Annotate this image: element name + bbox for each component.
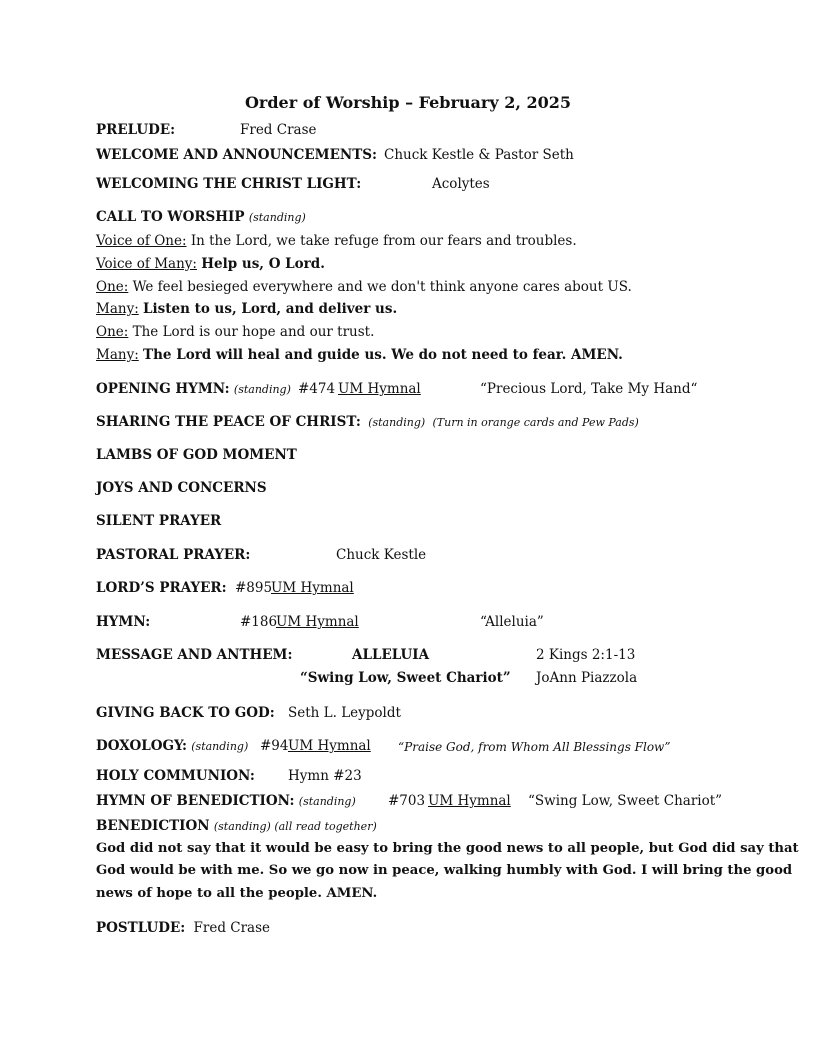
benediction-note: (standing) (all read together) <box>213 820 377 833</box>
call-line <box>96 233 577 249</box>
postlude-value: Fred Crase <box>193 920 271 936</box>
hymn-label: HYMN: <box>96 614 151 630</box>
lords-prayer-book: UM Hymnal <box>271 580 354 596</box>
pastoral-value: Chuck Kestle <box>336 547 427 563</box>
call-speaker: Voice of One: <box>96 233 187 249</box>
pastoral-label: PASTORAL PRAYER: <box>96 547 251 563</box>
hymn-book: UM Hymnal <box>276 614 359 630</box>
message-label: MESSAGE AND ANTHEM: <box>96 647 293 663</box>
doxology-book: UM Hymnal <box>288 738 371 754</box>
opening-hymn-number: #474 <box>298 381 336 397</box>
peace-heading <box>96 414 639 430</box>
doxology-song: “Praise God, from Whom All Blessings Flow” <box>398 740 671 754</box>
anthem-performer: JoAnn Piazzola <box>536 670 638 686</box>
benediction-text-line: God would be with me. So we go now in peace, walking humbly with God. I will bring the good <box>96 863 793 878</box>
hymn-song: “Alleluia” <box>480 614 544 630</box>
benediction-text-line: God did not say that it would be easy to bring the good news to all people, but God did say that <box>96 841 799 856</box>
call-speaker: Voice of Many: <box>96 256 197 272</box>
doxology-number: #94 <box>260 738 289 754</box>
lambs-label: LAMBS OF GOD MOMENT <box>96 447 297 463</box>
opening-hymn-label: OPENING HYMN: <box>96 381 230 397</box>
call-speaker: One: <box>96 324 129 340</box>
communion-value: Hymn #23 <box>288 768 362 784</box>
welcome-label: WELCOME AND ANNOUNCEMENTS: <box>96 147 378 163</box>
scripture: 2 Kings 2:1-13 <box>536 647 636 663</box>
peace-label: SHARING THE PEACE OF CHRIST: <box>96 414 361 430</box>
prelude-label: PRELUDE: <box>96 122 176 138</box>
benediction-hymn-note: (standing) <box>298 795 356 808</box>
benediction-hymn-number: #703 <box>388 793 426 809</box>
call-text: Help us, O Lord. <box>201 256 325 272</box>
opening-hymn-heading <box>96 381 291 397</box>
giving-label: GIVING BACK TO GOD: <box>96 705 275 721</box>
lords-prayer-label: LORD’S PRAYER: <box>96 580 227 596</box>
call-speaker: Many: <box>96 347 139 363</box>
benediction-hymn-label: HYMN OF BENEDICTION: <box>96 793 295 809</box>
opening-hymn-note: (standing) <box>233 383 291 396</box>
benediction-heading <box>96 818 377 834</box>
silent-prayer-label: SILENT PRAYER <box>96 513 222 529</box>
christ-light-label: WELCOMING THE CHRIST LIGHT: <box>96 176 362 192</box>
call-text: The Lord is our hope and our trust. <box>132 324 375 340</box>
call-to-worship-label: CALL TO WORSHIP <box>96 209 245 225</box>
call-line <box>96 256 325 272</box>
peace-note: (standing) <box>368 416 426 429</box>
call-line <box>96 347 623 363</box>
call-text: The Lord will heal and guide us. We do not need to fear. AMEN. <box>143 347 623 363</box>
page-title: Order of Worship – February 2, 2025 <box>244 93 572 112</box>
call-line <box>96 279 632 295</box>
anthem-title: “Swing Low, Sweet Chariot” <box>300 670 511 686</box>
call-line <box>96 301 397 317</box>
benediction-hymn-heading <box>96 793 356 809</box>
postlude-label: POSTLUDE: <box>96 920 186 936</box>
hymn-number: #186 <box>240 614 278 630</box>
christ-light-value: Acolytes <box>432 176 490 192</box>
communion-label: HOLY COMMUNION: <box>96 768 255 784</box>
benediction-label: BENEDICTION <box>96 818 210 834</box>
opening-hymn-book: UM Hymnal <box>338 381 421 397</box>
postlude-line <box>96 920 270 936</box>
call-line <box>96 324 374 340</box>
call-speaker: Many: <box>96 301 139 317</box>
call-to-worship-note: (standing) <box>248 211 306 224</box>
doxology-label: DOXOLOGY: <box>96 738 187 754</box>
benediction-hymn-book: UM Hymnal <box>428 793 511 809</box>
benediction-hymn-song: “Swing Low, Sweet Chariot” <box>528 793 723 809</box>
call-to-worship-heading <box>96 209 306 225</box>
call-text: Listen to us, Lord, and deliver us. <box>143 301 398 317</box>
call-speaker: One: <box>96 279 129 295</box>
doxology-note: (standing) <box>191 740 249 753</box>
opening-hymn-song: “Precious Lord, Take My Hand“ <box>480 381 698 397</box>
doxology-heading <box>96 738 248 754</box>
benediction-text-line: news of hope to all the people. AMEN. <box>96 886 378 901</box>
peace-note-2: (Turn in orange cards and Pew Pads) <box>432 416 639 429</box>
call-text: We feel besieged everywhere and we don't think anyone cares about US. <box>132 279 632 295</box>
sermon-title: ALLELUIA <box>352 647 430 663</box>
giving-value: Seth L. Leypoldt <box>288 705 401 721</box>
joys-label: JOYS AND CONCERNS <box>96 480 267 496</box>
prelude-value: Fred Crase <box>240 122 317 138</box>
lords-prayer-number: #895 <box>235 580 273 596</box>
call-text: In the Lord, we take refuge from our fears and troubles. <box>190 233 577 249</box>
welcome-value: Chuck Kestle & Pastor Seth <box>384 147 574 163</box>
